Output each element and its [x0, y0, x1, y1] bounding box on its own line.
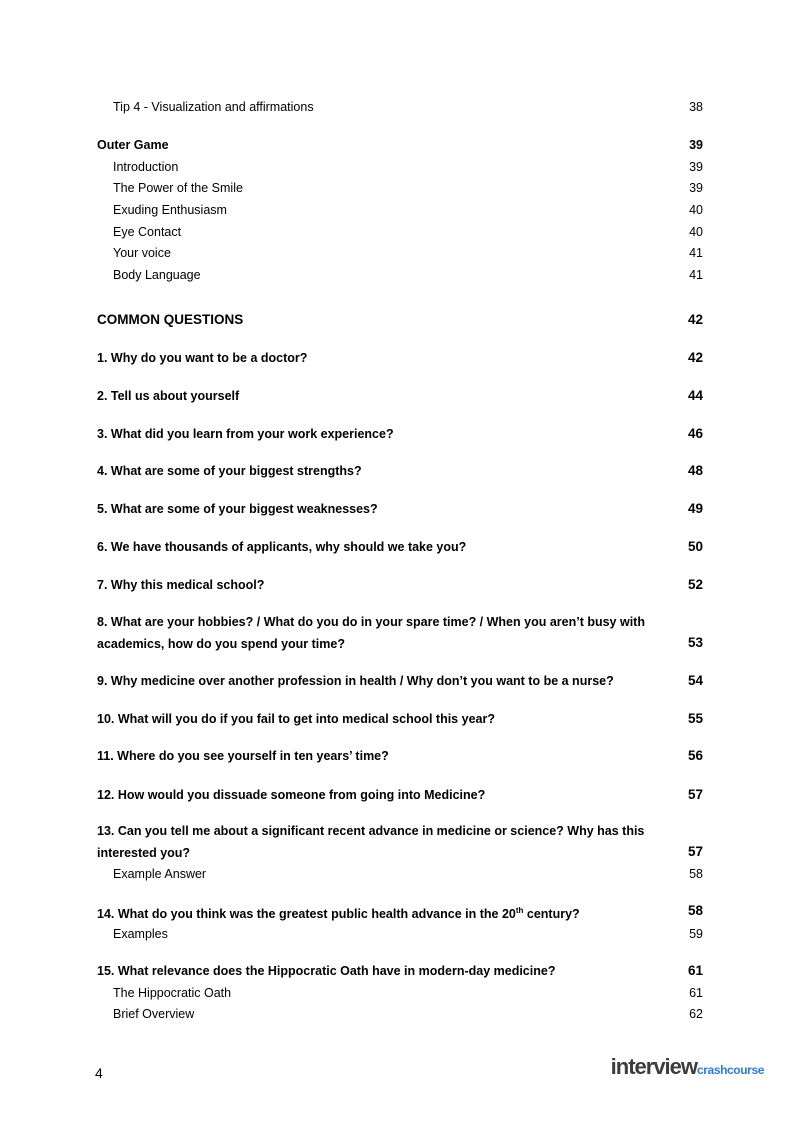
toc-entry-page: 59: [689, 927, 703, 941]
toc-entry-title: Tip 4 - Visualization and affirmations: [113, 100, 314, 114]
toc-entry-title: 9. Why medicine over another profession in health / Why don’t you want to be a nurse?: [97, 674, 614, 688]
logo-sub-text: crashcourse: [697, 1063, 764, 1077]
toc-entry-page: 39: [689, 181, 703, 195]
toc-entry-title: 15. What relevance does the Hippocratic Oath have in modern-day medicine?: [97, 964, 556, 978]
toc-entry-title: Example Answer: [113, 867, 207, 881]
toc-entry-title: Your voice: [113, 246, 171, 260]
toc-entry-page: 40: [689, 203, 703, 217]
toc-entry-page: 58: [689, 867, 703, 881]
toc-entry-page: 55: [687, 711, 703, 726]
toc-entry-page: 42: [687, 312, 703, 327]
toc-entry-title: Exuding Enthusiasm: [113, 203, 227, 217]
toc-entry-title: 5. What are some of your biggest weaknesses?: [97, 502, 378, 516]
toc-entry-title: The Hippocratic Oath: [113, 986, 232, 1000]
toc-entry-title: Outer Game: [97, 138, 169, 152]
toc-entry-title: The Power of the Smile: [113, 181, 243, 195]
toc-entry-title: [97, 903, 580, 922]
toc-entry-page: 50: [687, 539, 703, 554]
toc-entry-title: 8. What are your hobbies? / What do you do in your spare time? / When you aren’t busy with academics, how do you spend your time?: [97, 615, 645, 651]
toc-entry-q13[interactable]: [97, 820, 703, 864]
q14-title-pre: 14. What do you think was the greatest public health advance in the 20: [97, 907, 516, 922]
toc-entry-title: 13. Can you tell me about a significant recent advance in medicine or science? Why has this interested you?: [97, 824, 645, 860]
page-number: 4: [95, 1065, 103, 1081]
toc-entry-page: 48: [687, 463, 703, 478]
q14-title-superscript: th: [515, 906, 524, 915]
toc-entry-title: Examples: [113, 927, 168, 941]
toc-entry-page: 56: [687, 748, 703, 763]
toc-entry-title: 10. What will you do if you fail to get into medical school this year?: [97, 712, 495, 726]
toc-entry-title: 4. What are some of your biggest strengths?: [97, 464, 362, 478]
toc-entry-title: 1. Why do you want to be a doctor?: [97, 351, 308, 365]
brand-logo: [611, 1054, 764, 1080]
toc-entry-q8[interactable]: [97, 611, 703, 655]
toc-entry-page: 39: [689, 160, 703, 174]
logo-main-text: interview: [610, 1054, 698, 1079]
toc-entry-page: 44: [687, 388, 703, 403]
toc-entry-page: 61: [687, 963, 703, 978]
toc-entry-page: 57: [687, 844, 703, 859]
toc-entry-title: Introduction: [113, 160, 179, 174]
toc-entry-page: 42: [687, 350, 703, 365]
toc-entry-page: 53: [687, 635, 703, 650]
toc-entry-page: 49: [687, 501, 703, 516]
toc-entry-title: Eye Contact: [113, 225, 182, 239]
toc-entry-page: 52: [687, 577, 703, 592]
toc-entry-page: 41: [689, 246, 703, 260]
toc-entry-page: 38: [689, 100, 703, 114]
toc-entry-page: 46: [687, 426, 703, 441]
toc-entry-title: 6. We have thousands of applicants, why should we take you?: [97, 540, 467, 554]
toc-entry-title: 3. What did you learn from your work experience?: [97, 427, 394, 441]
toc-entry-page: 54: [687, 673, 703, 688]
toc-entry-page: 57: [687, 787, 703, 802]
toc-entry-page: 41: [689, 268, 703, 282]
toc-entry-title: 11. Where do you see yourself in ten years’ time?: [97, 749, 389, 763]
toc-entry-title: COMMON QUESTIONS: [97, 312, 244, 327]
toc-entry-page: 62: [689, 1007, 703, 1021]
toc-entry-page: 61: [689, 986, 703, 1000]
toc-entry-title: 7. Why this medical school?: [97, 578, 265, 592]
toc-entry-title: Brief Overview: [113, 1007, 195, 1021]
q14-title-post: century?: [523, 907, 580, 922]
toc-entry-page: 58: [687, 903, 703, 918]
toc-entry-title: 2. Tell us about yourself: [97, 389, 240, 403]
toc-entry-title: Body Language: [113, 268, 201, 282]
toc-entry-title: 12. How would you dissuade someone from going into Medicine?: [97, 788, 486, 802]
toc-entry-page: 39: [689, 138, 703, 152]
toc-entry-page: 40: [689, 225, 703, 239]
